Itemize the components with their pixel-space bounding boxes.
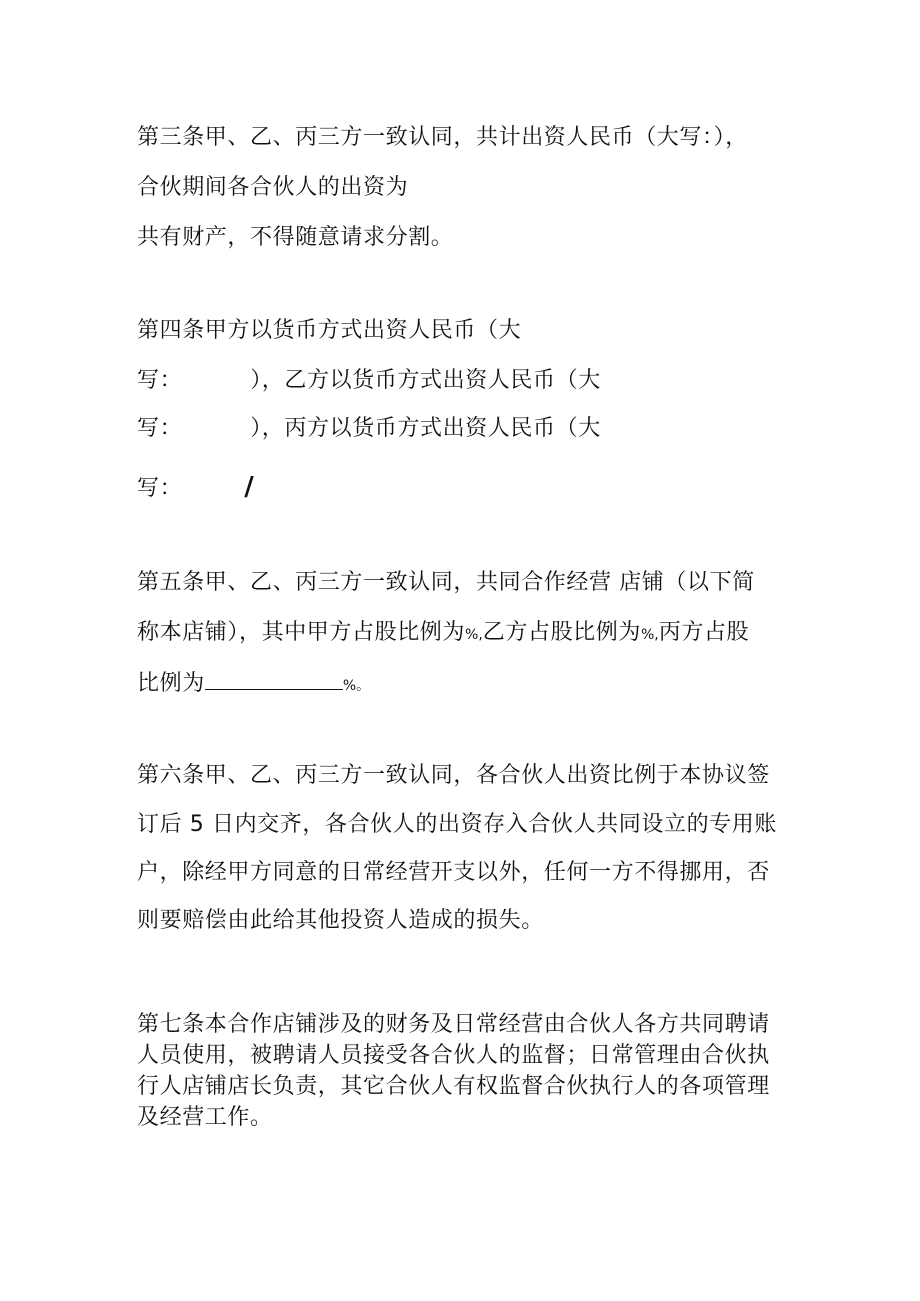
article6-line4: 则要赔偿由此给其他投资人造成的损失。 bbox=[137, 908, 544, 933]
article5-line2 bbox=[137, 618, 749, 650]
article5-line2-mid: 乙方占股比例为 bbox=[482, 620, 641, 645]
article5-line3-suffix: %。 bbox=[342, 678, 371, 694]
article5-line1: 第五条甲、乙、丙三方一致认同，共同合作经营 店铺（以下简 bbox=[137, 570, 755, 595]
article4-line4-prefix: 写： bbox=[137, 476, 183, 501]
article7-line4: 及经营工作。 bbox=[137, 1105, 273, 1130]
article4-line2-prefix: 写： bbox=[137, 368, 183, 393]
article5-pct1: %, bbox=[465, 627, 483, 643]
article4-line3-suffix: ），丙方以货币方式出资人民币（大 bbox=[250, 416, 601, 441]
article3-line2: 合伙期间各合伙人的出资为 bbox=[137, 175, 409, 200]
article5-pct2: %, bbox=[640, 627, 659, 643]
article7-line3: 行人店铺店长负责，其它合伙人有权监督合伙执行人的各项管理 bbox=[137, 1074, 770, 1099]
article4-line2-suffix: ），乙方以货币方式出资人民币（大 bbox=[250, 368, 601, 393]
article5-line3-prefix: 比例为 bbox=[137, 671, 205, 696]
article4-line3-prefix: 写： bbox=[137, 416, 183, 441]
article4-line3 bbox=[137, 414, 601, 444]
article6-line2: 订后 5 日内交齐，各合伙人的出资存入合伙人共同设立的专用账 bbox=[137, 812, 777, 837]
article6-line1: 第六条甲、乙、丙三方一致认同，各合伙人出资比例于本协议签 bbox=[137, 763, 770, 788]
article4-slash-mark: / bbox=[244, 472, 255, 502]
article3-line1: 第三条甲、乙、丙三方一致认同，共计出资人民币（大写：）， bbox=[137, 125, 748, 150]
article7-line2: 人员使用，被聘请人员接受各合伙人的监督；日常管理由合伙执 bbox=[137, 1043, 770, 1068]
article5-blank-underline bbox=[205, 667, 343, 690]
article4-line4 bbox=[137, 472, 254, 504]
article5-line2-end: 丙方占股 bbox=[658, 620, 750, 645]
article4-line1: 第四条甲方以货币方式出资人民币（大 bbox=[137, 318, 522, 343]
article7-line1: 第七条本合作店铺涉及的财务及日常经营由合伙人各方共同聘请 bbox=[137, 1012, 770, 1037]
article5-line2-main: 称本店铺），其中甲方占股比例为 bbox=[137, 620, 466, 645]
article4-line2 bbox=[137, 366, 601, 396]
article6-line3: 户，除经甲方同意的日常经营开支以外，任何一方不得挪用，否 bbox=[137, 860, 770, 885]
article5-line3 bbox=[137, 667, 370, 701]
article3-line3: 共有财产，不得随意请求分割。 bbox=[137, 225, 454, 250]
